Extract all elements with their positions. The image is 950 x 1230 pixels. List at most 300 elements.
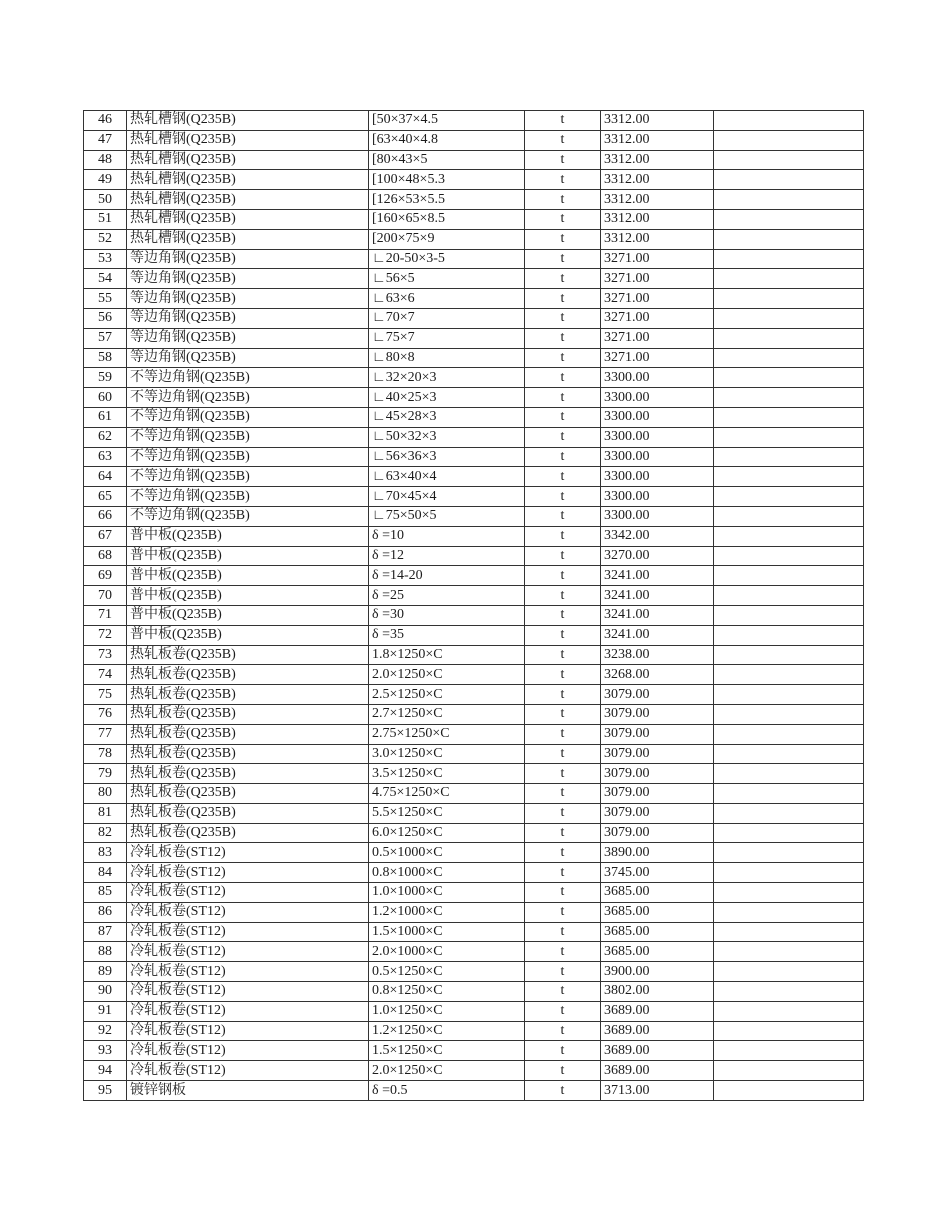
price-cell: 3079.00 (601, 764, 714, 784)
material-name-cell: 热轧槽钢(Q235B) (127, 229, 369, 249)
price-cell: 3312.00 (601, 170, 714, 190)
unit-cell: t (525, 447, 601, 467)
price-cell: 3689.00 (601, 1041, 714, 1061)
row-number-cell: 83 (84, 843, 127, 863)
material-name-cell: 热轧板卷(Q235B) (127, 704, 369, 724)
material-name-cell: 普中板(Q235B) (127, 526, 369, 546)
unit-cell: t (525, 566, 601, 586)
unit-cell: t (525, 665, 601, 685)
price-cell: 3079.00 (601, 803, 714, 823)
unit-cell: t (525, 427, 601, 447)
table-row (84, 308, 864, 328)
unit-cell: t (525, 724, 601, 744)
row-number-cell: 46 (84, 111, 127, 131)
price-cell: 3689.00 (601, 1001, 714, 1021)
spec-cell: δ =12 (369, 546, 525, 566)
price-cell: 3300.00 (601, 467, 714, 487)
note-cell (714, 328, 864, 348)
material-name-cell: 等边角钢(Q235B) (127, 328, 369, 348)
price-cell: 3685.00 (601, 902, 714, 922)
material-name-cell: 热轧板卷(Q235B) (127, 724, 369, 744)
spec-cell: ∟70×7 (369, 308, 525, 328)
row-number-cell: 73 (84, 645, 127, 665)
unit-cell: t (525, 645, 601, 665)
price-cell: 3079.00 (601, 685, 714, 705)
spec-cell: 2.5×1250×C (369, 685, 525, 705)
row-number-cell: 66 (84, 506, 127, 526)
row-number-cell: 50 (84, 190, 127, 210)
spec-cell: 1.0×1250×C (369, 1001, 525, 1021)
note-cell (714, 665, 864, 685)
price-cell: 3802.00 (601, 982, 714, 1002)
price-cell: 3241.00 (601, 625, 714, 645)
row-number-cell: 70 (84, 586, 127, 606)
spec-cell: [126×53×5.5 (369, 190, 525, 210)
row-number-cell: 56 (84, 308, 127, 328)
unit-cell: t (525, 506, 601, 526)
note-cell (714, 1021, 864, 1041)
unit-cell: t (525, 269, 601, 289)
unit-cell: t (525, 902, 601, 922)
note-cell (714, 823, 864, 843)
row-number-cell: 87 (84, 922, 127, 942)
price-table-body (84, 111, 864, 1101)
price-cell: 3268.00 (601, 665, 714, 685)
table-row (84, 665, 864, 685)
unit-cell: t (525, 328, 601, 348)
note-cell (714, 368, 864, 388)
material-name-cell: 不等边角钢(Q235B) (127, 447, 369, 467)
price-cell: 3271.00 (601, 289, 714, 309)
material-name-cell: 镀锌钢板 (127, 1081, 369, 1101)
unit-cell: t (525, 348, 601, 368)
spec-cell: 2.0×1250×C (369, 1061, 525, 1081)
table-row (84, 883, 864, 903)
unit-cell: t (525, 1061, 601, 1081)
table-row (84, 130, 864, 150)
spec-cell: [80×43×5 (369, 150, 525, 170)
unit-cell: t (525, 1001, 601, 1021)
price-cell: 3312.00 (601, 150, 714, 170)
material-name-cell: 冷轧板卷(ST12) (127, 982, 369, 1002)
unit-cell: t (525, 150, 601, 170)
material-name-cell: 热轧板卷(Q235B) (127, 784, 369, 804)
row-number-cell: 85 (84, 883, 127, 903)
row-number-cell: 64 (84, 467, 127, 487)
row-number-cell: 93 (84, 1041, 127, 1061)
row-number-cell: 86 (84, 902, 127, 922)
price-cell: 3342.00 (601, 526, 714, 546)
unit-cell: t (525, 526, 601, 546)
material-name-cell: 不等边角钢(Q235B) (127, 506, 369, 526)
material-name-cell: 冷轧板卷(ST12) (127, 863, 369, 883)
table-row (84, 368, 864, 388)
material-name-cell: 热轧槽钢(Q235B) (127, 170, 369, 190)
note-cell (714, 566, 864, 586)
price-cell: 3271.00 (601, 348, 714, 368)
spec-cell: ∟56×36×3 (369, 447, 525, 467)
row-number-cell: 61 (84, 407, 127, 427)
spec-cell: ∟45×28×3 (369, 407, 525, 427)
price-cell: 3079.00 (601, 704, 714, 724)
price-cell: 3900.00 (601, 962, 714, 982)
table-row (84, 823, 864, 843)
unit-cell: t (525, 1021, 601, 1041)
note-cell (714, 1081, 864, 1101)
spec-cell: ∟70×45×4 (369, 487, 525, 507)
unit-cell: t (525, 744, 601, 764)
price-cell: 3079.00 (601, 784, 714, 804)
table-row (84, 803, 864, 823)
price-cell: 3312.00 (601, 130, 714, 150)
unit-cell: t (525, 843, 601, 863)
note-cell (714, 803, 864, 823)
price-cell: 3890.00 (601, 843, 714, 863)
row-number-cell: 78 (84, 744, 127, 764)
price-cell: 3689.00 (601, 1021, 714, 1041)
row-number-cell: 79 (84, 764, 127, 784)
unit-cell: t (525, 605, 601, 625)
unit-cell: t (525, 962, 601, 982)
note-cell (714, 269, 864, 289)
material-name-cell: 不等边角钢(Q235B) (127, 487, 369, 507)
note-cell (714, 190, 864, 210)
spec-cell: 0.8×1000×C (369, 863, 525, 883)
row-number-cell: 75 (84, 685, 127, 705)
row-number-cell: 92 (84, 1021, 127, 1041)
row-number-cell: 55 (84, 289, 127, 309)
material-name-cell: 普中板(Q235B) (127, 605, 369, 625)
row-number-cell: 47 (84, 130, 127, 150)
note-cell (714, 843, 864, 863)
table-row (84, 1001, 864, 1021)
material-name-cell: 热轧槽钢(Q235B) (127, 150, 369, 170)
table-row (84, 229, 864, 249)
spec-cell: 0.5×1000×C (369, 843, 525, 863)
row-number-cell: 52 (84, 229, 127, 249)
price-cell: 3300.00 (601, 407, 714, 427)
note-cell (714, 764, 864, 784)
table-row (84, 1041, 864, 1061)
price-cell: 3300.00 (601, 487, 714, 507)
unit-cell: t (525, 130, 601, 150)
spec-cell: 3.5×1250×C (369, 764, 525, 784)
note-cell (714, 289, 864, 309)
material-name-cell: 等边角钢(Q235B) (127, 308, 369, 328)
row-number-cell: 82 (84, 823, 127, 843)
unit-cell: t (525, 249, 601, 269)
spec-cell: [50×37×4.5 (369, 111, 525, 131)
unit-cell: t (525, 823, 601, 843)
table-row (84, 467, 864, 487)
note-cell (714, 506, 864, 526)
spec-cell: 1.0×1000×C (369, 883, 525, 903)
material-name-cell: 热轧槽钢(Q235B) (127, 111, 369, 131)
material-name-cell: 热轧板卷(Q235B) (127, 685, 369, 705)
table-row (84, 982, 864, 1002)
spec-cell: [200×75×9 (369, 229, 525, 249)
row-number-cell: 62 (84, 427, 127, 447)
note-cell (714, 348, 864, 368)
spec-cell: ∟63×40×4 (369, 467, 525, 487)
material-name-cell: 不等边角钢(Q235B) (127, 388, 369, 408)
note-cell (714, 388, 864, 408)
spec-cell: δ =14-20 (369, 566, 525, 586)
row-number-cell: 77 (84, 724, 127, 744)
spec-cell: δ =10 (369, 526, 525, 546)
note-cell (714, 942, 864, 962)
price-cell: 3300.00 (601, 368, 714, 388)
note-cell (714, 546, 864, 566)
note-cell (714, 883, 864, 903)
price-cell: 3745.00 (601, 863, 714, 883)
spec-cell: 0.5×1250×C (369, 962, 525, 982)
spec-cell: δ =0.5 (369, 1081, 525, 1101)
spec-cell: 1.5×1250×C (369, 1041, 525, 1061)
table-row (84, 249, 864, 269)
table-row (84, 328, 864, 348)
price-cell: 3271.00 (601, 308, 714, 328)
price-cell: 3079.00 (601, 744, 714, 764)
unit-cell: t (525, 190, 601, 210)
row-number-cell: 80 (84, 784, 127, 804)
note-cell (714, 645, 864, 665)
material-name-cell: 冷轧板卷(ST12) (127, 962, 369, 982)
price-cell: 3685.00 (601, 922, 714, 942)
unit-cell: t (525, 942, 601, 962)
table-row (84, 704, 864, 724)
note-cell (714, 407, 864, 427)
note-cell (714, 744, 864, 764)
row-number-cell: 72 (84, 625, 127, 645)
material-name-cell: 冷轧板卷(ST12) (127, 922, 369, 942)
table-row (84, 843, 864, 863)
table-row (84, 150, 864, 170)
table-row (84, 209, 864, 229)
material-name-cell: 等边角钢(Q235B) (127, 289, 369, 309)
row-number-cell: 76 (84, 704, 127, 724)
note-cell (714, 229, 864, 249)
row-number-cell: 65 (84, 487, 127, 507)
unit-cell: t (525, 229, 601, 249)
unit-cell: t (525, 625, 601, 645)
row-number-cell: 88 (84, 942, 127, 962)
spec-cell: [160×65×8.5 (369, 209, 525, 229)
price-cell: 3238.00 (601, 645, 714, 665)
spec-cell: 3.0×1250×C (369, 744, 525, 764)
spec-cell: δ =35 (369, 625, 525, 645)
spec-cell: 5.5×1250×C (369, 803, 525, 823)
price-cell: 3241.00 (601, 586, 714, 606)
row-number-cell: 84 (84, 863, 127, 883)
spec-cell: ∟80×8 (369, 348, 525, 368)
price-cell: 3685.00 (601, 883, 714, 903)
table-row (84, 487, 864, 507)
unit-cell: t (525, 704, 601, 724)
price-cell: 3300.00 (601, 506, 714, 526)
row-number-cell: 95 (84, 1081, 127, 1101)
table-row (84, 447, 864, 467)
spec-cell: ∟40×25×3 (369, 388, 525, 408)
unit-cell: t (525, 308, 601, 328)
spec-cell: 2.0×1000×C (369, 942, 525, 962)
price-cell: 3241.00 (601, 605, 714, 625)
table-row (84, 289, 864, 309)
note-cell (714, 111, 864, 131)
note-cell (714, 170, 864, 190)
spec-cell: 1.8×1250×C (369, 645, 525, 665)
unit-cell: t (525, 586, 601, 606)
material-name-cell: 热轧板卷(Q235B) (127, 823, 369, 843)
row-number-cell: 59 (84, 368, 127, 388)
row-number-cell: 57 (84, 328, 127, 348)
row-number-cell: 71 (84, 605, 127, 625)
note-cell (714, 1001, 864, 1021)
material-name-cell: 冷轧板卷(ST12) (127, 1041, 369, 1061)
price-cell: 3312.00 (601, 111, 714, 131)
table-row (84, 1081, 864, 1101)
spec-cell: 0.8×1250×C (369, 982, 525, 1002)
spec-cell: ∟75×7 (369, 328, 525, 348)
spec-cell: δ =30 (369, 605, 525, 625)
table-row (84, 863, 864, 883)
price-cell: 3312.00 (601, 209, 714, 229)
unit-cell: t (525, 982, 601, 1002)
table-row (84, 111, 864, 131)
note-cell (714, 863, 864, 883)
note-cell (714, 427, 864, 447)
price-cell: 3270.00 (601, 546, 714, 566)
table-row (84, 407, 864, 427)
row-number-cell: 74 (84, 665, 127, 685)
table-row (84, 348, 864, 368)
spec-cell: 6.0×1250×C (369, 823, 525, 843)
table-row (84, 605, 864, 625)
spec-cell: ∟63×6 (369, 289, 525, 309)
note-cell (714, 526, 864, 546)
unit-cell: t (525, 289, 601, 309)
table-row (84, 922, 864, 942)
material-name-cell: 普中板(Q235B) (127, 625, 369, 645)
steel-price-table (83, 110, 864, 1101)
material-name-cell: 普中板(Q235B) (127, 586, 369, 606)
table-row (84, 784, 864, 804)
material-name-cell: 热轧板卷(Q235B) (127, 645, 369, 665)
note-cell (714, 625, 864, 645)
price-cell: 3271.00 (601, 269, 714, 289)
table-row (84, 170, 864, 190)
table-row (84, 1021, 864, 1041)
row-number-cell: 51 (84, 209, 127, 229)
note-cell (714, 704, 864, 724)
unit-cell: t (525, 1041, 601, 1061)
row-number-cell: 90 (84, 982, 127, 1002)
material-name-cell: 普中板(Q235B) (127, 546, 369, 566)
row-number-cell: 53 (84, 249, 127, 269)
material-name-cell: 普中板(Q235B) (127, 566, 369, 586)
row-number-cell: 81 (84, 803, 127, 823)
spec-cell: 1.2×1250×C (369, 1021, 525, 1041)
note-cell (714, 447, 864, 467)
material-name-cell: 不等边角钢(Q235B) (127, 407, 369, 427)
material-name-cell: 热轧板卷(Q235B) (127, 803, 369, 823)
material-name-cell: 不等边角钢(Q235B) (127, 427, 369, 447)
unit-cell: t (525, 784, 601, 804)
unit-cell: t (525, 388, 601, 408)
row-number-cell: 54 (84, 269, 127, 289)
row-number-cell: 68 (84, 546, 127, 566)
material-name-cell: 等边角钢(Q235B) (127, 249, 369, 269)
table-row (84, 1061, 864, 1081)
material-name-cell: 热轧板卷(Q235B) (127, 665, 369, 685)
material-name-cell: 等边角钢(Q235B) (127, 269, 369, 289)
material-name-cell: 冷轧板卷(ST12) (127, 883, 369, 903)
unit-cell: t (525, 487, 601, 507)
note-cell (714, 1041, 864, 1061)
note-cell (714, 249, 864, 269)
price-cell: 3300.00 (601, 388, 714, 408)
table-row (84, 724, 864, 744)
price-cell: 3079.00 (601, 724, 714, 744)
unit-cell: t (525, 170, 601, 190)
unit-cell: t (525, 407, 601, 427)
row-number-cell: 60 (84, 388, 127, 408)
unit-cell: t (525, 368, 601, 388)
spec-cell: 2.7×1250×C (369, 704, 525, 724)
note-cell (714, 724, 864, 744)
table-row (84, 744, 864, 764)
material-name-cell: 冷轧板卷(ST12) (127, 1001, 369, 1021)
row-number-cell: 49 (84, 170, 127, 190)
unit-cell: t (525, 883, 601, 903)
material-name-cell: 冷轧板卷(ST12) (127, 902, 369, 922)
note-cell (714, 308, 864, 328)
row-number-cell: 58 (84, 348, 127, 368)
price-cell: 3713.00 (601, 1081, 714, 1101)
note-cell (714, 586, 864, 606)
price-cell: 3241.00 (601, 566, 714, 586)
note-cell (714, 1061, 864, 1081)
price-cell: 3300.00 (601, 447, 714, 467)
material-name-cell: 不等边角钢(Q235B) (127, 467, 369, 487)
price-cell: 3685.00 (601, 942, 714, 962)
table-row (84, 962, 864, 982)
material-name-cell: 冷轧板卷(ST12) (127, 843, 369, 863)
spec-cell: δ =25 (369, 586, 525, 606)
row-number-cell: 63 (84, 447, 127, 467)
table-row (84, 942, 864, 962)
note-cell (714, 467, 864, 487)
unit-cell: t (525, 922, 601, 942)
table-row (84, 685, 864, 705)
price-cell: 3689.00 (601, 1061, 714, 1081)
material-name-cell: 不等边角钢(Q235B) (127, 368, 369, 388)
row-number-cell: 48 (84, 150, 127, 170)
material-name-cell: 冷轧板卷(ST12) (127, 1061, 369, 1081)
note-cell (714, 150, 864, 170)
material-name-cell: 热轧槽钢(Q235B) (127, 190, 369, 210)
unit-cell: t (525, 863, 601, 883)
material-name-cell: 热轧槽钢(Q235B) (127, 130, 369, 150)
price-cell: 3079.00 (601, 823, 714, 843)
price-cell: 3312.00 (601, 190, 714, 210)
note-cell (714, 130, 864, 150)
spec-cell: 2.75×1250×C (369, 724, 525, 744)
table-row (84, 764, 864, 784)
price-cell: 3271.00 (601, 249, 714, 269)
spec-cell: 2.0×1250×C (369, 665, 525, 685)
note-cell (714, 685, 864, 705)
